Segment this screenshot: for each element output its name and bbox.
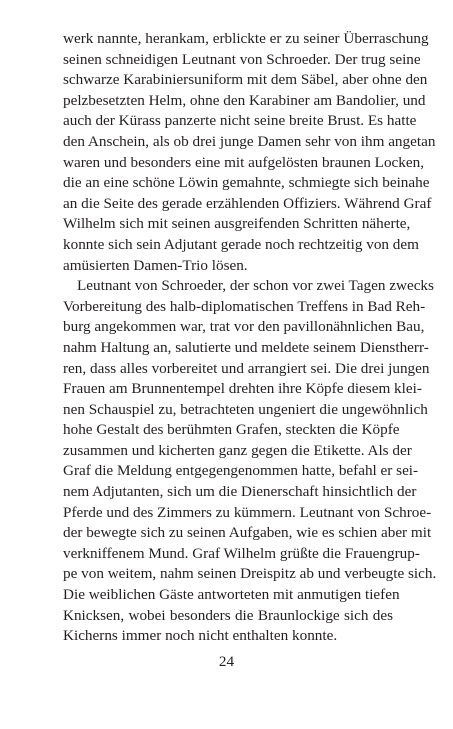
text-line: pelzbesetzten Helm, ohne den Karabiner am Bandolier, und	[63, 91, 426, 109]
text-line: Vorbereitung des halb-diplomatischen Treffens in Bad Reh-	[63, 297, 426, 315]
paragraph	[63, 276, 437, 647]
text-line: verkniffenem Mund. Graf Wilhelm grüßte die Frauengrup-	[63, 544, 420, 562]
text-line: der bewegte sich zu seinen Aufgaben, wie es schien aber mit	[63, 524, 432, 542]
text-line: Pferde und des Zimmers zu kümmern. Leutnant von Schroe-	[63, 503, 432, 521]
text-line: nen Schauspiel zu, betrachteten ungeniert die ungewöhnlich	[63, 400, 428, 418]
text-line: an die Seite des gerade erzählenden Offiziers. Während Graf	[63, 194, 432, 212]
text-line: Knicksen, wobei besonders die Braunlockige sich des	[63, 606, 393, 624]
text-line: amüsierten Damen-Trio lösen.	[63, 256, 248, 274]
paragraph	[63, 29, 436, 276]
text-line: Frauen am Brunnentempel drehten ihre Köpfe diesem klei-	[63, 380, 422, 398]
text-line: schwarze Karabiniersuniform mit dem Säbel, aber ohne den	[63, 71, 428, 89]
text-line: den Anschein, als ob drei junge Damen sehr von ihm angetan	[63, 132, 436, 150]
page-number: 24	[218, 653, 235, 670]
text-line: Kicherns immer noch nicht enthalten konnte.	[63, 627, 338, 645]
text-line: hohe Gestalt des berühmten Grafen, steckten die Köpfe	[63, 421, 400, 439]
text-line: nahm Haltung an, salutierte und meldete seinem Dienstherr-	[63, 338, 429, 356]
body-text	[63, 29, 437, 647]
text-line: Die weiblichen Gäste antworteten mit anmutigen tiefen	[63, 586, 400, 604]
text-line: konnte sich sein Adjutant gerade noch rechtzeitig von dem	[63, 235, 419, 253]
text-line: werk nannte, herankam, erblickte er zu seiner Überraschung	[63, 30, 429, 47]
text-line: die an eine schöne Löwin gemahnte, schmiegte sich beinahe	[63, 174, 430, 192]
text-line: zusammen und kicherten ganz gegen die Etikette. Als der	[63, 441, 412, 459]
text-line: auch der Kürass panzerte nicht seine breite Brust. Es hatte	[63, 112, 417, 130]
text-line: waren und besonders eine mit aufgelösten braunen Locken,	[63, 153, 424, 171]
text-line: pe von weitem, nahm seinen Dreispitz ab und verbeugte sich.	[63, 565, 437, 583]
text-line: burg angekommen war, trat vor den pavillonähnlichen Bau,	[63, 318, 425, 336]
text-line: Leutnant von Schroeder, der schon vor zwei Tagen zwecks	[77, 277, 434, 295]
text-line: ren, dass alles vorbereitet und arrangiert sei. Die drei jungen	[63, 359, 430, 377]
text-line: Graf die Meldung entgegengenommen hatte, befahl er sei-	[63, 462, 419, 480]
text-line: nem Adjutanten, sich um die Dienerschaft hinsichtlich der	[63, 483, 417, 501]
text-line: seinen schneidigen Leutnant von Schroeder. Der trug seine	[63, 50, 421, 68]
text-line: Wilhelm sich mit seinen ausgreifenden Schritten näherte,	[63, 215, 411, 233]
